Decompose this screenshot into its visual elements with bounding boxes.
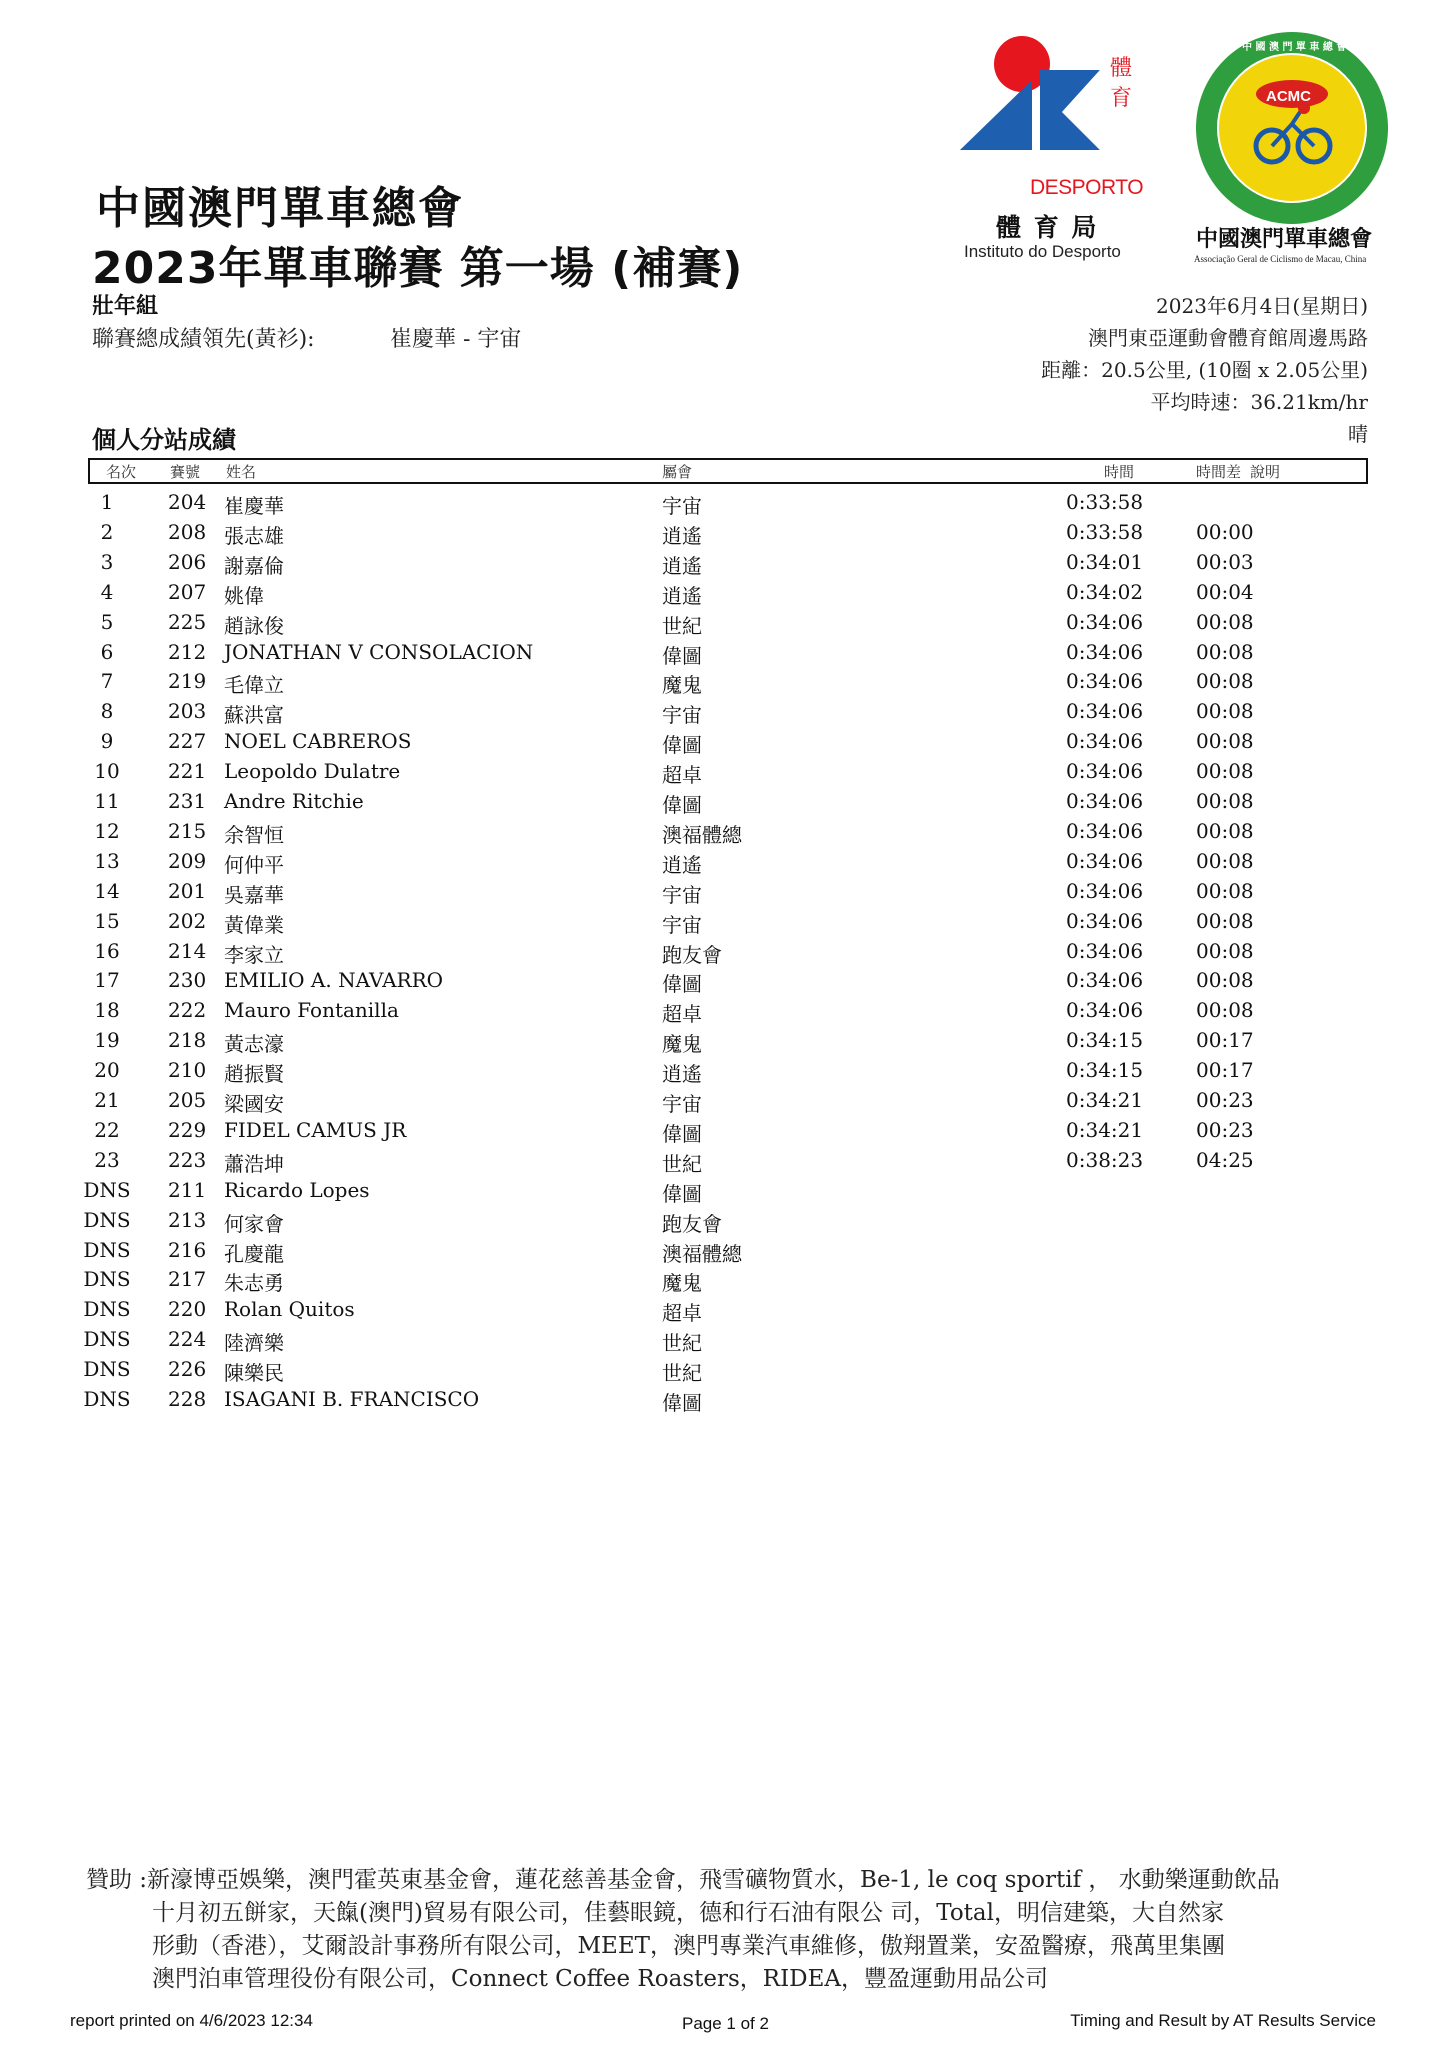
cell-name: 吳嘉華 [224, 883, 284, 907]
cell-rank: 11 [94, 789, 120, 813]
cell-gap: 00:08 [1196, 669, 1254, 693]
cell-bib: 220 [168, 1297, 207, 1321]
category-label: 壯年組 [92, 294, 159, 319]
cell-gap: 00:08 [1196, 729, 1254, 753]
cell-rank: 22 [94, 1118, 120, 1142]
event-date: 2023年6月4日(星期日) [1156, 294, 1368, 318]
event-avg-speed: 平均時速：36.21km/hr [1150, 390, 1368, 414]
cell-club: 超卓 [662, 763, 702, 787]
cell-club: 超卓 [662, 1002, 702, 1026]
acmc-cn-name: 中國澳門單車總會 [1196, 226, 1373, 252]
cell-gap: 04:25 [1196, 1148, 1254, 1172]
cell-bib: 229 [168, 1118, 207, 1142]
cell-name: 姚偉 [224, 584, 264, 608]
cell-time: 0:34:06 [1066, 968, 1144, 992]
cell-time: 0:34:15 [1066, 1058, 1144, 1082]
table-row [0, 669, 1448, 699]
cell-rank: 16 [94, 939, 120, 963]
cell-time: 0:34:06 [1066, 998, 1144, 1022]
cell-bib: 205 [168, 1088, 207, 1112]
cell-rank: 10 [94, 759, 120, 783]
cell-bib: 217 [168, 1267, 207, 1291]
sponsor-line: 澳門泊車管理役份有限公司，Connect Coffee Roasters，RIDEA，豐盈運動用品公司 [152, 1966, 1049, 1992]
cell-rank: 23 [94, 1148, 120, 1172]
table-row [0, 909, 1448, 939]
cell-time: 0:34:02 [1066, 580, 1144, 604]
cell-rank: 8 [100, 699, 114, 723]
col-name: 姓名 [226, 463, 257, 481]
footer-timing: Timing and Result by AT Results Service [1070, 2011, 1376, 2030]
cell-rank: 1 [100, 490, 114, 514]
cell-bib: 203 [168, 699, 207, 723]
cell-bib: 215 [168, 819, 207, 843]
cell-club: 偉圖 [662, 733, 702, 757]
cell-bib: 227 [168, 729, 207, 753]
cell-gap: 00:08 [1196, 610, 1254, 634]
cell-name: 朱志勇 [224, 1271, 284, 1295]
table-row [0, 580, 1448, 610]
event-distance: 距離：20.5公里, (10圈 x 2.05公里) [1041, 358, 1368, 382]
cell-name: 毛偉立 [224, 673, 284, 697]
cell-gap: 00:08 [1196, 879, 1254, 903]
cell-rank: 6 [100, 640, 114, 664]
cell-name: 張志雄 [224, 524, 284, 548]
cell-name: FIDEL CAMUS JR [224, 1118, 407, 1142]
cell-bib: 218 [168, 1028, 207, 1052]
cell-gap: 00:08 [1196, 819, 1254, 843]
cell-gap: 00:04 [1196, 580, 1254, 604]
cell-club: 世紀 [662, 1361, 702, 1385]
cell-name: 李家立 [224, 943, 284, 967]
cell-club: 偉圖 [662, 1391, 702, 1415]
cell-gap: 00:17 [1196, 1028, 1254, 1052]
cell-name: 陸濟樂 [224, 1331, 284, 1355]
cell-club: 世紀 [662, 1152, 702, 1176]
table-row [0, 729, 1448, 759]
cell-rank: 19 [94, 1028, 120, 1052]
cell-name: 黃偉業 [224, 913, 284, 937]
table-row [0, 939, 1448, 969]
cell-club: 澳福體總 [662, 1242, 742, 1266]
col-club: 屬會 [662, 463, 693, 481]
cell-rank: 15 [94, 909, 120, 933]
cell-name: 黃志濠 [224, 1032, 284, 1056]
cell-time: 0:38:23 [1066, 1148, 1144, 1172]
cell-gap: 00:08 [1196, 968, 1254, 992]
cell-name: 謝嘉倫 [224, 554, 284, 578]
cell-bib: 221 [168, 759, 207, 783]
col-gap: 時間差 [1196, 463, 1242, 481]
cell-club: 魔鬼 [662, 1032, 702, 1056]
cell-club: 世紀 [662, 614, 702, 638]
sponsor-list [86, 1864, 1386, 1996]
footer-page: Page 1 of 2 [682, 2014, 769, 2033]
table-row [0, 1028, 1448, 1058]
cell-rank: DNS [83, 1238, 131, 1262]
cell-time: 0:34:06 [1066, 640, 1144, 664]
cell-name: 何仲平 [224, 853, 284, 877]
cell-rank: DNS [83, 1387, 131, 1411]
table-row [0, 759, 1448, 789]
cell-club: 宇宙 [662, 494, 702, 518]
cell-name: 蕭浩坤 [224, 1152, 284, 1176]
cell-name: Mauro Fontanilla [224, 998, 399, 1022]
cell-rank: DNS [83, 1327, 131, 1351]
acmc-abbr: ACMC [1266, 88, 1311, 105]
cell-club: 宇宙 [662, 883, 702, 907]
cell-time: 0:33:58 [1066, 490, 1144, 514]
cell-name: 趙詠俊 [224, 614, 284, 638]
sponsor-line: 形動（香港），艾爾設計事務所有限公司，MEET，澳門專業汽車維修，傲翔置業，安盈醫療，飛萬里集團 [152, 1933, 1225, 1959]
cell-time: 0:34:06 [1066, 699, 1144, 723]
cell-rank: 20 [94, 1058, 120, 1082]
table-row [0, 849, 1448, 879]
desporto-logo [950, 30, 1170, 270]
section-title: 個人分站成績 [92, 426, 236, 454]
cell-club: 澳福體總 [662, 823, 742, 847]
leader-label: 聯賽總成績領先(黃衫): [92, 327, 315, 352]
cell-rank: 2 [100, 520, 114, 544]
cell-gap: 00:03 [1196, 550, 1254, 574]
cell-gap: 00:17 [1196, 1058, 1254, 1082]
cell-club: 宇宙 [662, 913, 702, 937]
cell-name: 何家會 [224, 1212, 284, 1236]
cell-club: 逍遙 [662, 524, 702, 548]
cell-time: 0:34:06 [1066, 759, 1144, 783]
desporto-pt-name: Instituto do Desporto [964, 242, 1121, 261]
cell-club: 跑友會 [662, 943, 722, 967]
acmc-logo [1180, 28, 1400, 278]
cell-bib: 222 [168, 998, 207, 1022]
cell-club: 魔鬼 [662, 673, 702, 697]
cell-club: 宇宙 [662, 703, 702, 727]
cell-rank: 4 [100, 580, 114, 604]
cell-bib: 226 [168, 1357, 207, 1381]
cell-name: 余智恒 [224, 823, 284, 847]
cell-rank: 17 [94, 968, 120, 992]
cell-bib: 225 [168, 610, 207, 634]
cell-bib: 212 [168, 640, 207, 664]
acmc-ring-text: 中 國 澳 門 單 車 總 會 [1242, 42, 1347, 53]
cell-bib: 202 [168, 909, 207, 933]
cell-name: ISAGANI B. FRANCISCO [224, 1387, 480, 1411]
cell-club: 世紀 [662, 1331, 702, 1355]
cell-time: 0:34:06 [1066, 789, 1144, 813]
cell-club: 宇宙 [662, 1092, 702, 1116]
event-title: 2023年單車聯賽 第一場 (補賽) [92, 243, 744, 294]
acmc-pt-name: Associação Geral de Ciclismo de Macau, China [1194, 254, 1367, 264]
cell-bib: 219 [168, 669, 207, 693]
cell-club: 逍遙 [662, 853, 702, 877]
cell-rank: 14 [94, 879, 120, 903]
cell-bib: 209 [168, 849, 207, 873]
cell-rank: DNS [83, 1208, 131, 1232]
cell-time: 0:34:06 [1066, 819, 1144, 843]
cell-gap: 00:08 [1196, 849, 1254, 873]
cell-name: 陳樂民 [224, 1361, 284, 1385]
cell-gap: 00:23 [1196, 1088, 1254, 1112]
table-row [0, 1327, 1448, 1357]
cell-time: 0:34:21 [1066, 1118, 1144, 1142]
cell-club: 偉圖 [662, 644, 702, 668]
cell-club: 跑友會 [662, 1212, 722, 1236]
cell-gap: 00:08 [1196, 939, 1254, 963]
cell-bib: 213 [168, 1208, 207, 1232]
cell-name: EMILIO A. NAVARRO [224, 968, 444, 992]
footer-printed: report printed on 4/6/2023 12:34 [70, 2011, 313, 2030]
cell-club: 偉圖 [662, 793, 702, 817]
cell-name: 崔慶華 [224, 494, 284, 518]
table-row [0, 968, 1448, 998]
cell-rank: DNS [83, 1357, 131, 1381]
table-row [0, 1178, 1448, 1208]
results-table-header [88, 458, 1368, 484]
cell-rank: 7 [100, 669, 114, 693]
col-time: 時間 [1104, 463, 1135, 481]
cell-bib: 204 [168, 490, 207, 514]
table-row [0, 789, 1448, 819]
cell-time: 0:34:06 [1066, 939, 1144, 963]
cell-bib: 214 [168, 939, 207, 963]
leader-value: 崔慶華 - 宇宙 [390, 327, 522, 352]
cell-bib: 224 [168, 1327, 207, 1351]
table-row [0, 550, 1448, 580]
cell-name: 孔慶龍 [224, 1242, 284, 1266]
table-row [0, 1148, 1448, 1178]
col-note: 說明 [1250, 463, 1281, 481]
cell-time: 0:34:06 [1066, 909, 1144, 933]
cell-club: 逍遙 [662, 1062, 702, 1086]
document-title: 中國澳門單車總會 [96, 183, 464, 234]
cell-name: Leopoldo Dulatre [224, 759, 401, 783]
cell-name: Andre Ritchie [224, 789, 364, 813]
cell-bib: 201 [168, 879, 207, 903]
cell-bib: 206 [168, 550, 207, 574]
cell-bib: 208 [168, 520, 207, 544]
desporto-cn-name: 體 育 局 [996, 213, 1099, 242]
cell-name: NOEL CABREROS [224, 729, 412, 753]
cell-name: 梁國安 [224, 1092, 284, 1116]
desporto-wordmark: DESPORTO [1030, 176, 1144, 199]
cell-rank: 3 [100, 550, 114, 574]
cell-gap: 00:08 [1196, 699, 1254, 723]
cell-rank: 13 [94, 849, 120, 873]
acmc-emblem-icon [1192, 28, 1392, 228]
col-bib: 賽號 [170, 463, 201, 481]
table-row [0, 610, 1448, 640]
table-row [0, 998, 1448, 1028]
cell-bib: 230 [168, 968, 207, 992]
cell-gap: 00:23 [1196, 1118, 1254, 1142]
cell-time: 0:33:58 [1066, 520, 1144, 544]
table-row [0, 490, 1448, 520]
table-row [0, 520, 1448, 550]
table-row [0, 699, 1448, 729]
cell-time: 0:34:06 [1066, 610, 1144, 634]
cell-time: 0:34:01 [1066, 550, 1144, 574]
table-row [0, 640, 1448, 670]
cell-club: 超卓 [662, 1301, 702, 1325]
cell-club: 偉圖 [662, 1182, 702, 1206]
cell-name: JONATHAN V CONSOLACION [224, 640, 534, 664]
cell-rank: DNS [83, 1178, 131, 1202]
cell-club: 魔鬼 [662, 1271, 702, 1295]
cell-rank: DNS [83, 1297, 131, 1321]
cell-club: 偉圖 [662, 972, 702, 996]
table-row [0, 1297, 1448, 1327]
cell-gap: 00:00 [1196, 520, 1254, 544]
table-row [0, 1387, 1448, 1417]
desporto-emblem-icon [950, 30, 1170, 190]
sponsor-line: 十月初五餅家，天餼(澳門)貿易有限公司，佳藝眼鏡，德和行石油有限公 司，Total，明信建築，大自然家 [152, 1900, 1224, 1926]
cell-time: 0:34:06 [1066, 669, 1144, 693]
table-row [0, 1088, 1448, 1118]
cell-rank: 18 [94, 998, 120, 1022]
cell-club: 偉圖 [662, 1122, 702, 1146]
cell-name: Rolan Quitos [224, 1297, 355, 1321]
col-rank: 名次 [106, 463, 137, 481]
table-row [0, 1357, 1448, 1387]
cell-time: 0:34:06 [1066, 729, 1144, 753]
cell-rank: DNS [83, 1267, 131, 1291]
cell-gap: 00:08 [1196, 998, 1254, 1022]
cell-club: 逍遙 [662, 554, 702, 578]
cell-time: 0:34:15 [1066, 1028, 1144, 1052]
cell-rank: 12 [94, 819, 120, 843]
table-row [0, 1208, 1448, 1238]
cell-name: 趙振賢 [224, 1062, 284, 1086]
event-weather: 晴 [1348, 422, 1368, 446]
cell-bib: 210 [168, 1058, 207, 1082]
cell-gap: 00:08 [1196, 640, 1254, 664]
cell-bib: 216 [168, 1238, 207, 1262]
cell-name: Ricardo Lopes [224, 1178, 370, 1202]
table-row [0, 1118, 1448, 1148]
cell-time: 0:34:06 [1066, 849, 1144, 873]
cell-time: 0:34:06 [1066, 879, 1144, 903]
cell-rank: 5 [100, 610, 114, 634]
cell-gap: 00:08 [1196, 909, 1254, 933]
cell-name: 蘇洪富 [224, 703, 284, 727]
table-row [0, 1238, 1448, 1268]
cell-gap: 00:08 [1196, 759, 1254, 783]
table-row [0, 1058, 1448, 1088]
cell-bib: 231 [168, 789, 207, 813]
sponsor-line: 贊助 :新濠博亞娛樂，澳門霍英東基金會，蓮花慈善基金會，飛雪礦物質水，Be-1, le coq sportif ， 水動樂運動飲品 [86, 1867, 1280, 1893]
cell-time: 0:34:21 [1066, 1088, 1144, 1112]
cell-bib: 228 [168, 1387, 207, 1411]
desporto-side-text: 體 育 [1110, 56, 1133, 111]
table-row [0, 819, 1448, 849]
cell-bib: 223 [168, 1148, 207, 1172]
cell-club: 逍遙 [662, 584, 702, 608]
cell-rank: 9 [100, 729, 114, 753]
table-row [0, 1267, 1448, 1297]
cell-bib: 207 [168, 580, 207, 604]
cell-bib: 211 [168, 1178, 207, 1202]
table-row [0, 879, 1448, 909]
event-location: 澳門東亞運動會體育館周邊馬路 [1088, 326, 1368, 350]
cell-rank: 21 [94, 1088, 120, 1112]
cell-gap: 00:08 [1196, 789, 1254, 813]
